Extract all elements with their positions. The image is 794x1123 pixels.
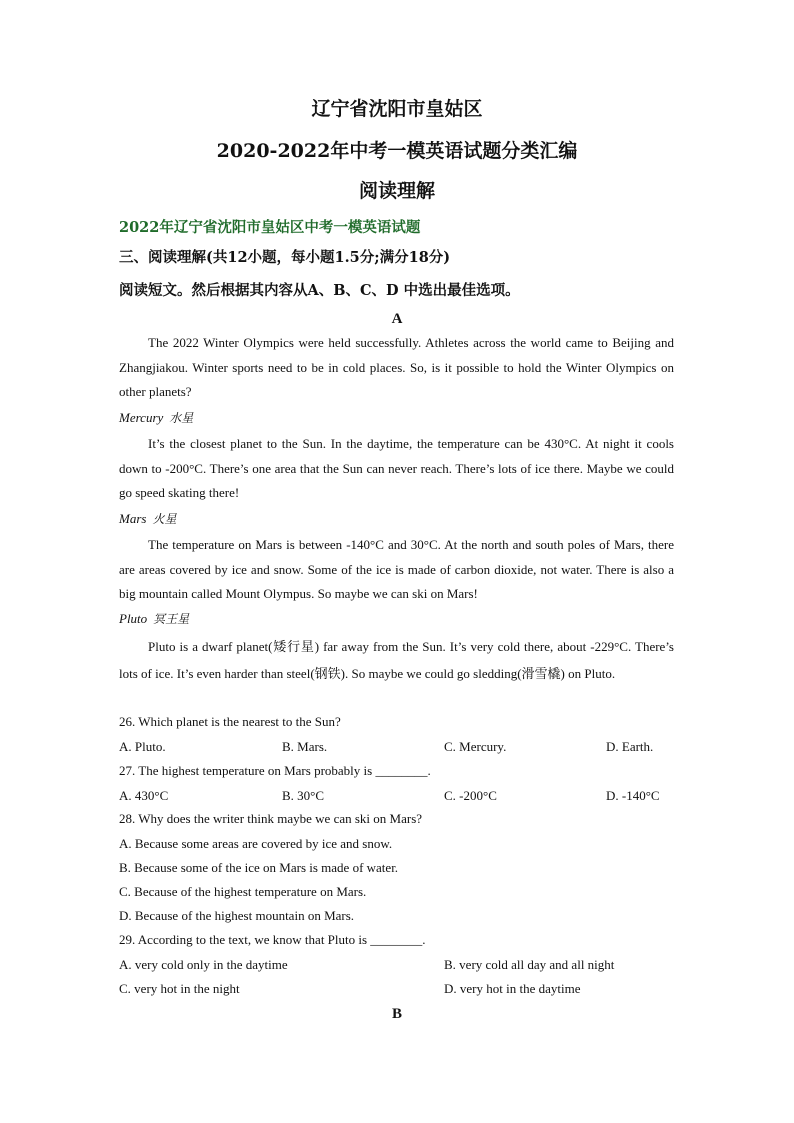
mercury-paragraph-text: It’s the closest planet to the Sun. In the daytime, the temperature can be 430°C. At night it cools down to -200°C. There’s one area that the Sun can never reach. There’s lots of ice there. Maybe we could go speed skating there! — [119, 436, 674, 500]
title-region: 辽宁省沈阳市皇姑区 — [311, 98, 483, 120]
question-29-stem: 29. According to the text, we know that Pluto is ________. — [119, 932, 426, 947]
q27-option-c[interactable]: C. -200°C — [444, 788, 497, 803]
q26-option-c[interactable]: C. Mercury. — [444, 739, 507, 754]
q27-option-d[interactable]: D. -140°C — [606, 788, 660, 803]
q29-option-c[interactable]: C. very hot in the night — [119, 981, 240, 996]
mars-paragraph-text: The temperature on Mars is between -140°C and 30°C. At the north and south poles of Mars, there are areas covered by ice and snow. Some of the ice is made of carbon dioxide, not water. There is also a big mountain called Mount Olympus. So maybe we can ski on Mars! — [119, 537, 674, 601]
q28-option-b[interactable]: B. Because some of the ice on Mars is made of water. — [119, 860, 399, 875]
question-27-stem: 27. The highest temperature on Mars probably is ________. — [119, 763, 431, 778]
question-28-stem: 28. Why does the writer think maybe we can ski on Mars? — [119, 811, 423, 826]
mercury-heading-zh: 水星 — [169, 411, 194, 425]
source-label: 2022年辽宁省沈阳市皇姑区中考一模英语试题 — [119, 219, 421, 236]
mercury-paragraph — [119, 432, 674, 506]
title-section-type: 阅读理解 — [358, 180, 435, 202]
q26-option-b[interactable]: B. Mars. — [282, 739, 328, 754]
mars-heading — [119, 510, 176, 527]
mercury-heading — [119, 409, 193, 426]
mercury-heading-en: Mercury — [119, 410, 164, 425]
title-exam-series: 2020-2022年中考一模英语试题分类汇编 — [216, 140, 578, 162]
q29-option-d[interactable]: D. very hot in the daytime — [444, 981, 581, 996]
question-26-stem: 26. Which planet is the nearest to the Sun? — [119, 714, 341, 729]
mars-paragraph — [119, 533, 674, 607]
q29-option-a[interactable]: A. very cold only in the daytime — [119, 957, 288, 972]
instruction: 阅读短文。然后根据其内容从A、B、C、D 中选出最佳选项。 — [119, 282, 520, 299]
q28-option-d[interactable]: D. Because of the highest mountain on Mars. — [119, 908, 355, 923]
pluto-paragraph-text: Pluto is a dwarf planet(矮行星) far away from the Sun. It’s very cold there, about -229°C. There’s lots of ice. It’s even harder than steel(钢铁). So maybe we could go sledding(滑雪橇) on Pluto. — [119, 639, 674, 681]
pluto-heading — [119, 610, 189, 627]
q28-option-a[interactable]: A. Because some areas are covered by ice and snow. — [119, 836, 393, 851]
mars-heading-en: Mars — [119, 511, 147, 526]
section-heading: 三、阅读理解(共12小题，每小题1.5分;满分18分) — [119, 249, 451, 266]
passage-a-intro-text: The 2022 Winter Olympics were held successfully. Athletes across the world came to Beijing and Zhangjiakou. Winter sports need to be in cold places. So, is it possible to hold the Winter Olympics on other planets? — [119, 335, 674, 399]
passage-a-intro — [119, 331, 674, 405]
q27-option-a[interactable]: A. 430°C — [119, 788, 169, 803]
pluto-heading-en: Pluto — [119, 611, 148, 626]
pluto-heading-zh: 冥王星 — [153, 612, 190, 626]
passage-b-label: B — [391, 1006, 402, 1022]
passage-a-label: A — [391, 311, 403, 327]
q29-option-b[interactable]: B. very cold all day and all night — [444, 957, 615, 972]
mars-heading-zh: 火星 — [152, 512, 177, 526]
q26-option-a[interactable]: A. Pluto. — [119, 739, 166, 754]
q26-option-d[interactable]: D. Earth. — [606, 739, 654, 754]
pluto-paragraph — [119, 634, 674, 687]
q27-option-b[interactable]: B. 30°C — [282, 788, 325, 803]
q28-option-c[interactable]: C. Because of the highest temperature on Mars. — [119, 884, 367, 899]
